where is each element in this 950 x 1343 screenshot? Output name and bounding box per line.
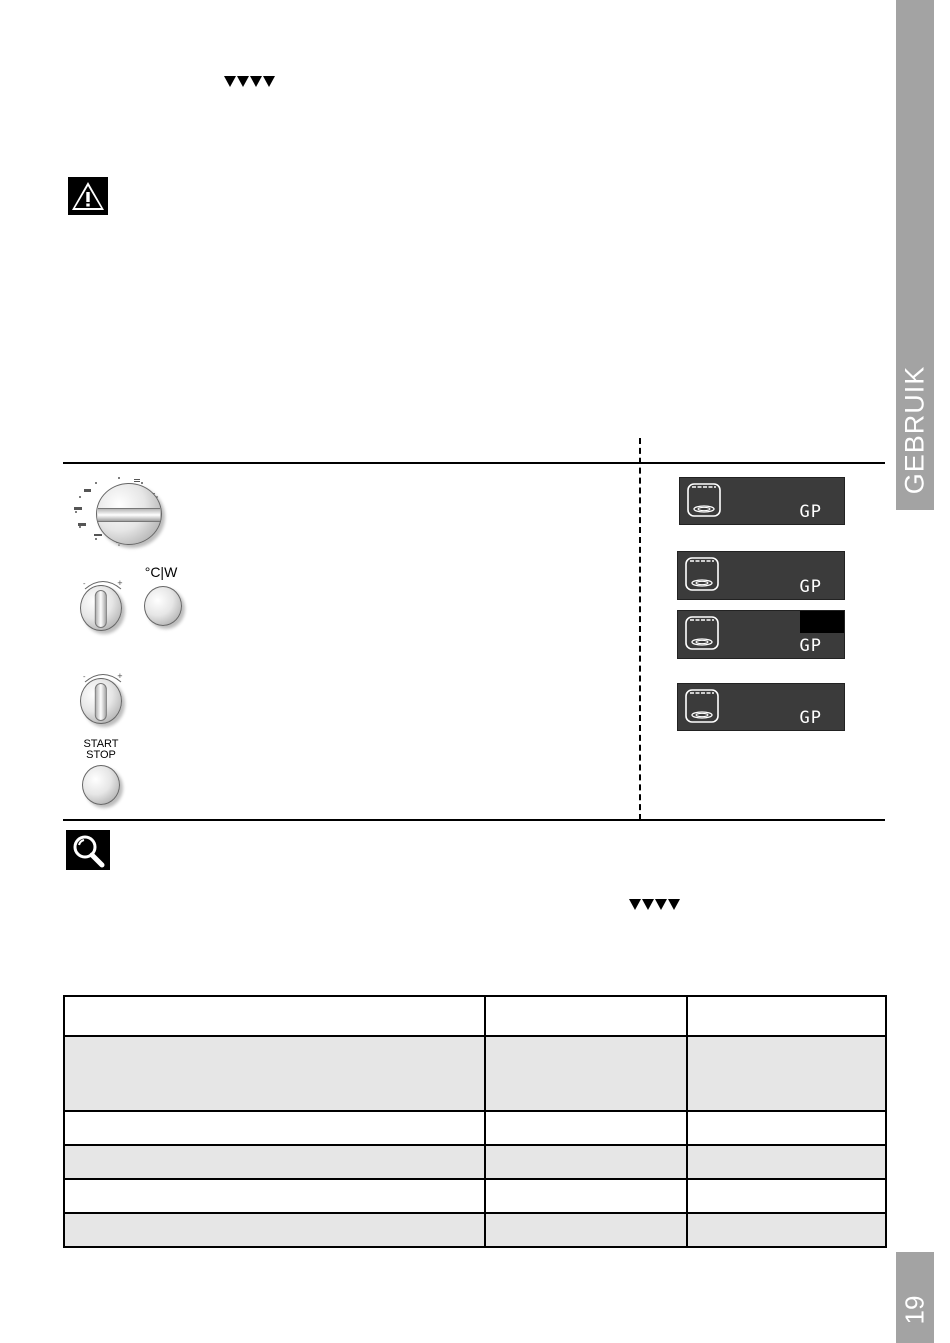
table-row: [64, 1179, 886, 1213]
oven-cavity-icon: [686, 482, 722, 518]
table-cell: [485, 1036, 687, 1111]
table-cell: [687, 996, 886, 1036]
table-cell: [485, 1179, 687, 1213]
display-highlight-block: [800, 611, 844, 633]
table-cell: [64, 1036, 485, 1111]
temp-power-button[interactable]: [144, 586, 182, 626]
oven-cavity-icon: [684, 556, 720, 592]
temp-power-button-label: °C|W: [144, 564, 178, 580]
table-cell: [64, 1145, 485, 1179]
display-code: GP: [799, 577, 822, 597]
table-cell: [485, 1145, 687, 1179]
function-selector-grip: [98, 508, 159, 522]
power-level-marker-icon: [224, 76, 276, 88]
warning-icon: [68, 177, 108, 215]
oven-cavity-icon: [684, 688, 720, 724]
display-panel-2: [677, 551, 845, 600]
power-knob[interactable]: [80, 585, 122, 631]
table-row: [64, 1036, 886, 1111]
display-panel-1: [679, 477, 845, 525]
power-knob-grip: [95, 590, 107, 629]
svg-text:+: +: [117, 579, 123, 587]
table-cell: [64, 1111, 485, 1145]
table-cell: [485, 996, 687, 1036]
time-knob-grip: [95, 683, 107, 722]
start-stop-label-line1: START: [83, 738, 119, 750]
page-number: 19: [899, 1295, 930, 1325]
svg-text:-: -: [83, 673, 86, 681]
oven-cavity-icon: [684, 615, 720, 651]
display-code: GP: [799, 708, 822, 728]
table-cell: [687, 1111, 886, 1145]
table-row: [64, 1111, 886, 1145]
display-code: GP: [799, 502, 822, 522]
table-cell: [485, 1213, 687, 1247]
start-stop-button[interactable]: [82, 765, 120, 805]
table-header-row: [64, 996, 886, 1036]
table-cell: [64, 996, 485, 1036]
table-row: [64, 1213, 886, 1247]
svg-text:-: -: [83, 580, 86, 588]
table-cell: [687, 1036, 886, 1111]
settings-table: [63, 995, 887, 1248]
table-cell: [687, 1179, 886, 1213]
display-code: GP: [799, 636, 822, 656]
start-stop-label-line2: STOP: [86, 749, 116, 761]
table-cell: [687, 1213, 886, 1247]
steps-bottom-rule: [63, 819, 885, 821]
steps-divider: [639, 438, 641, 820]
time-knob[interactable]: [80, 678, 122, 724]
display-panel-3: [677, 610, 845, 659]
section-tab-label: GEBRUIK: [899, 365, 930, 495]
display-panel-4: [677, 683, 845, 731]
steps-top-rule: [63, 462, 885, 464]
table-cell: [485, 1111, 687, 1145]
table-row: [64, 1145, 886, 1179]
power-level-marker-icon: [629, 899, 681, 911]
table-cell: [64, 1213, 485, 1247]
table-cell: [687, 1145, 886, 1179]
function-selector-knob[interactable]: [96, 483, 162, 545]
magnifier-icon: [66, 830, 110, 870]
table-cell: [64, 1179, 485, 1213]
svg-text:+: +: [117, 672, 123, 680]
